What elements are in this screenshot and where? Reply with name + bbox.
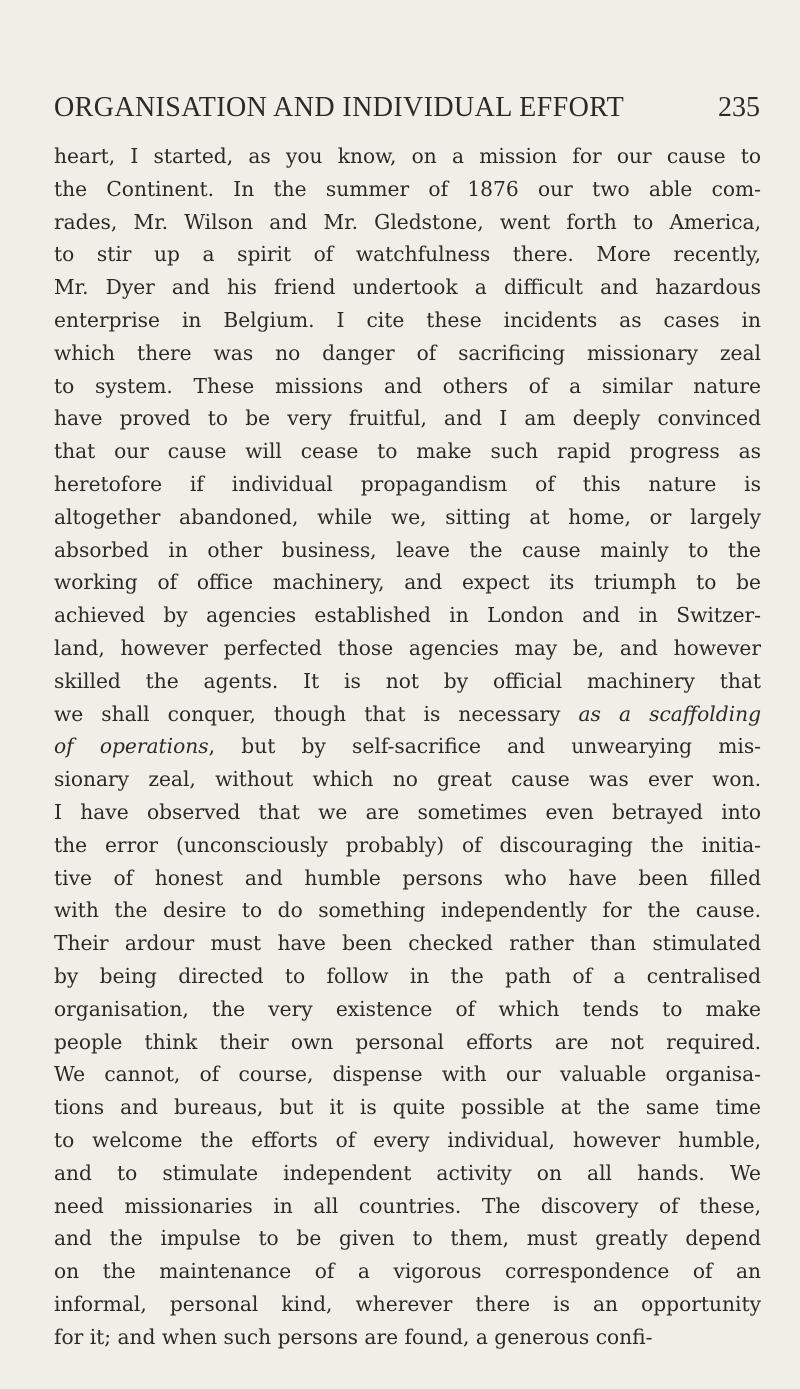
text-line: to stir up a spirit of watchfulness there. More recently, [54, 242, 761, 267]
text-line: Their ardour must have been checked rather than stimulated [54, 931, 761, 956]
text-line: skilled the agents. It is not by official machinery that [54, 668, 761, 693]
text-line: working of office machinery, and expect its triumph to be [54, 570, 761, 595]
text-line: for it; and when such persons are found, a generous confi- [54, 1324, 653, 1349]
text-line: heart, I started, as you know, on a mission for our cause to [54, 144, 761, 168]
text-line: to system. These missions and others of a similar nature [54, 373, 761, 398]
text-run: , but by self-sacrifice and unwearying mis- [208, 734, 761, 759]
text-run: we shall conquer, though that is necessary [54, 701, 579, 726]
text-line: sionary zeal, without which no great cause was ever won. [54, 767, 761, 792]
text-line: enterprise in Belgium. I cite these incidents as cases in [54, 307, 761, 332]
text-line: I have observed that we are sometimes even betrayed into [54, 799, 761, 824]
text-line [54, 730, 761, 763]
text-line: and the impulse to be given to them, must greatly depend [54, 1226, 761, 1251]
text-line: the error (unconsciously probably) of discouraging the initia- [54, 832, 761, 857]
text-line: need missionaries in all countries. The discovery of these, [54, 1193, 761, 1218]
page-header [54, 92, 760, 126]
body-text [54, 140, 761, 1353]
italic-text: of operations [54, 734, 209, 759]
page-number: 235 [718, 92, 760, 123]
text-line: informal, personal kind, wherever there is an opportunity [54, 1291, 761, 1316]
text-line: on the maintenance of a vigorous correspondence of an [54, 1259, 761, 1284]
text-line: by being directed to follow in the path of a centralised [54, 963, 761, 988]
text-line [54, 698, 761, 731]
text-line: achieved by agencies established in London and in Switzer- [54, 603, 761, 628]
text-line: altogether abandoned, while we, sitting at home, or largely [54, 504, 761, 529]
text-line: rades, Mr. Wilson and Mr. Gledstone, went forth to America, [54, 209, 761, 234]
text-line: tive of honest and humble persons who have been filled [54, 865, 761, 890]
text-line: heretofore if individual propagandism of this nature is [54, 471, 761, 496]
text-line: land, however perfected those agencies may be, and however [54, 635, 761, 660]
text-line: have proved to be very fruitful, and I am deeply convinced [54, 406, 761, 431]
text-line: organisation, the very existence of which tends to make [54, 996, 761, 1021]
text-line: absorbed in other business, leave the cause mainly to the [54, 537, 761, 562]
text-line: the Continent. In the summer of 1876 our two able com- [54, 176, 761, 201]
text-line: which there was no danger of sacrificing missionary zeal [54, 340, 761, 365]
text-line: Mr. Dyer and his friend undertook a difficult and hazardous [54, 275, 761, 300]
italic-text: as a scaffolding [578, 701, 762, 726]
text-line: and to stimulate independent activity on all hands. We [54, 1160, 761, 1185]
text-line: tions and bureaus, but it is quite possible at the same time [54, 1095, 761, 1120]
text-line: with the desire to do something independently for the cause. [54, 898, 761, 923]
text-line: people think their own personal efforts are not required. [54, 1029, 761, 1054]
text-line: to welcome the efforts of every individual, however humble, [54, 1127, 761, 1152]
text-line: that our cause will cease to make such rapid progress as [54, 439, 761, 464]
running-title: ORGANISATION AND INDIVIDUAL EFFORT [54, 92, 625, 123]
text-line: We cannot, of course, dispense with our valuable organisa- [54, 1062, 761, 1087]
